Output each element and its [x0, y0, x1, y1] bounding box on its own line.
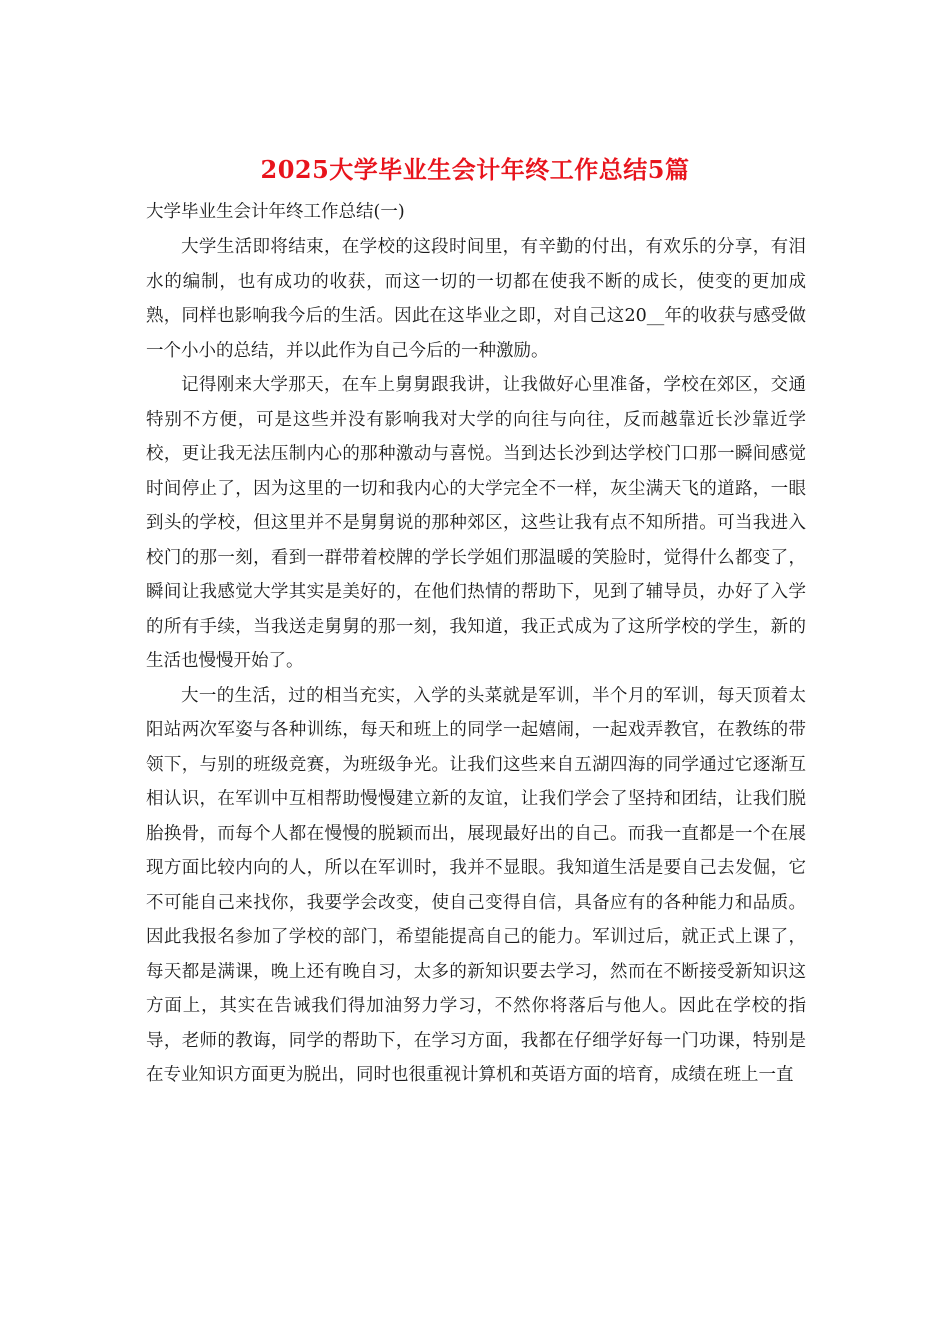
- paragraph-3: 大一的生活，过的相当充实，入学的头菜就是军训，半个月的军训，每天顶着太阳站两次军姿与各种训练，每天和班上的同学一起嬉闹，一起戏弄教官，在教练的带领下，与别的班级竞赛，为班级争光。让我们这些来自五湖四海的同学通过它逐渐互相认识，在军训中互相帮助慢慢建立新的友谊，让我们学会了坚持和团结，让我们脱胎换骨，而每个人都在慢慢的脱颖而出，展现最好出的自己。而我一直都是一个在展现方面比较内向的人，所以在军训时，我并不显眼。我知道生活是要自己去发倔，它不可能自己来找你，我要学会改变，使自己变得自信，具备应有的各种能力和品质。因此我报名参加了学校的部门，希望能提高自己的能力。军训过后，就正式上课了，每天都是满课，晚上还有晚自习，太多的新知识要去学习，然而在不断接受新知识这方面上，其实在告诫我们得加油努力学习，不然你将落后与他人。因此在学校的指导，老师的教诲，同学的帮助下，在学习方面，我都在仔细学好每一门功课，特别是在专业知识方面更为脱出，同时也很重视计算机和英语方面的培育，成绩在班上一直: [146, 685, 806, 1085]
- document-body: [146, 196, 806, 1093]
- paragraph-1: 大学生活即将结束，在学校的这段时间里，有辛勤的付出，有欢乐的分享，有泪水的编制，也有成功的收获，而这一切的一切都在使我不断的成长，使变的更加成熟，同样也影响我今后的生活。因此在这毕业之即，对自己这20__年的收获与感受做一个小小的总结，并以此作为自己今后的一种激励。: [146, 237, 806, 361]
- paragraph-2: 记得刚来大学那天，在车上舅舅跟我讲，让我做好心里准备，学校在郊区，交通特别不方便，可是这些并没有影响我对大学的向往与向往，反而越靠近长沙靠近学校，更让我无法压制内心的那种激动与喜悦。当到达长沙到达学校门口那一瞬间感觉时间停止了，因为这里的一切和我内心的大学完全不一样，灰尘满天飞的道路，一眼到头的学校，但这里并不是舅舅说的那种郊区，这些让我有点不知所措。可当我进入校门的那一刻，看到一群带着校牌的学长学姐们那温暖的笑脸时，觉得什么都变了，瞬间让我感觉大学其实是美好的，在他们热情的帮助下，见到了辅导员，办好了入学的所有手续，当我送走舅舅的那一刻，我知道，我正式成为了这所学校的学生，新的生活也慢慢开始了。: [146, 375, 806, 671]
- section-heading: 大学毕业生会计年终工作总结(一): [146, 202, 405, 222]
- document-title: 2025大学毕业生会计年终工作总结5篇: [260, 155, 690, 184]
